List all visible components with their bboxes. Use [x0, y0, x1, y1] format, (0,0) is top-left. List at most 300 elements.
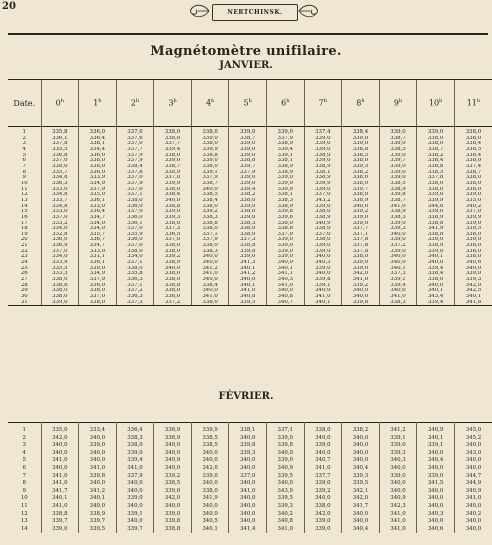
value-cell: 340,1: [191, 526, 229, 534]
hour-number: 6: [281, 98, 287, 108]
value-cell: 339,8: [229, 442, 267, 450]
value-cell: 338,4: [116, 164, 154, 170]
value-cell: 344,7: [454, 473, 492, 481]
value-cell: 337,1: [116, 192, 154, 198]
value-cell: 338,0: [454, 232, 492, 238]
value-cell: 337,0: [229, 473, 267, 481]
value-cell: 341,0: [116, 465, 154, 473]
value-cell: 340,0: [229, 511, 267, 519]
value-cell: 340,0: [304, 271, 342, 277]
value-cell: 340,0: [342, 450, 380, 458]
value-cell: 339,4: [417, 300, 455, 306]
value-cell: 338,0: [342, 158, 380, 164]
value-cell: 341,5: [417, 480, 455, 488]
value-cell: 340,9: [417, 423, 455, 435]
value-cell: 335,7: [79, 232, 117, 238]
value-cell: 338,0: [191, 164, 229, 170]
value-cell: 338,0: [191, 204, 229, 210]
value-cell: 344,8: [417, 204, 455, 210]
value-cell: 339,7: [116, 526, 154, 534]
hour-header-1: [79, 80, 117, 127]
value-cell: 339,9: [304, 181, 342, 187]
date-cell: 13: [20, 197, 28, 203]
value-cell: 342,5: [454, 288, 492, 294]
value-cell: 338,0: [342, 181, 380, 187]
value-cell: 340,9: [454, 488, 492, 496]
value-cell: 336,0: [116, 215, 154, 221]
value-cell: 336,0: [116, 204, 154, 210]
value-cell: 337,7: [304, 473, 342, 481]
value-cell: 339,0: [191, 473, 229, 481]
value-cell: 340,0: [154, 503, 192, 511]
value-cell: 338,0: [229, 209, 267, 215]
value-cell: 334,0: [79, 221, 117, 227]
value-cell: 338,2: [342, 423, 380, 435]
value-cell: 338,0: [41, 277, 79, 283]
value-cell: 339,0: [342, 141, 380, 147]
date-cell: 10: [20, 495, 28, 502]
value-cell: 340,0: [229, 495, 267, 503]
hour-number: 1: [93, 98, 99, 108]
hour-header-0: [41, 80, 79, 127]
value-cell: 340,0: [342, 518, 380, 526]
value-cell: 340,1: [417, 288, 455, 294]
hour-suffix: h: [398, 98, 403, 105]
page-title: Magnétomètre unifilaire.: [150, 44, 342, 59]
value-cell: 341,0: [304, 294, 342, 300]
value-cell: 339,8: [266, 215, 304, 221]
value-cell: 338,0: [116, 442, 154, 450]
value-cell: 340,0: [342, 442, 380, 450]
value-cell: 338,0: [41, 164, 79, 170]
value-cell: 337,3: [116, 300, 154, 306]
value-cell: 340,7: [266, 300, 304, 306]
value-cell: 340,0: [454, 442, 492, 450]
value-cell: 339,8: [266, 442, 304, 450]
value-cell: 345,0: [454, 423, 492, 435]
value-cell: 341,9: [417, 226, 455, 232]
value-cell: 340,1: [379, 266, 417, 272]
value-cell: 340,0: [229, 277, 267, 283]
value-cell: 338,0: [304, 423, 342, 435]
table-row: [8, 511, 492, 519]
value-cell: 339,0: [116, 495, 154, 503]
value-cell: 339,9: [454, 215, 492, 221]
value-cell: 336,1: [79, 260, 117, 266]
value-cell: 337,0: [116, 243, 154, 249]
hour-suffix: h: [135, 98, 140, 105]
value-cell: 339,0: [454, 237, 492, 243]
value-cell: 339,2: [304, 488, 342, 496]
value-cell: 341,0: [41, 480, 79, 488]
date-cell: 2: [22, 434, 26, 441]
value-cell: 337,9: [116, 158, 154, 164]
value-cell: 337,0: [41, 249, 79, 255]
value-cell: 340,0: [79, 450, 117, 458]
value-cell: 338,0: [191, 243, 229, 249]
value-cell: 339,0: [379, 141, 417, 147]
date-cell: 31: [8, 300, 41, 306]
value-cell: 339,4: [379, 283, 417, 289]
value-cell: 338,7: [229, 136, 267, 142]
value-cell: 339,0: [154, 488, 192, 496]
value-cell: 340,0: [454, 457, 492, 465]
value-cell: 339,0: [266, 237, 304, 243]
value-cell: 338,4: [454, 153, 492, 159]
value-cell: 338,4: [191, 283, 229, 289]
value-cell: 335,8: [116, 271, 154, 277]
value-cell: 340,0: [454, 266, 492, 272]
value-cell: 341,0: [379, 511, 417, 519]
value-cell: 339,0: [154, 511, 192, 519]
value-cell: 339,0: [154, 158, 192, 164]
value-cell: 339,0: [417, 127, 455, 136]
value-cell: 336,0: [116, 237, 154, 243]
value-cell: 342,0: [41, 435, 79, 443]
value-cell: 341,0: [379, 294, 417, 300]
value-cell: 338,0: [79, 288, 117, 294]
value-cell: 336,0: [79, 127, 117, 136]
value-cell: 338,0: [229, 232, 267, 238]
value-cell: 340,0: [266, 260, 304, 266]
value-cell: 336,1: [79, 198, 117, 204]
value-cell: 338,0: [116, 266, 154, 272]
value-cell: 339,0: [379, 442, 417, 450]
value-cell: 340,0: [154, 442, 192, 450]
value-cell: 338,0: [417, 141, 455, 147]
value-cell: 340,1: [304, 300, 342, 306]
value-cell: 336,0: [41, 237, 79, 243]
hour-suffix: h: [361, 98, 365, 105]
value-cell: 338,4: [417, 271, 455, 277]
value-cell: 334,0: [116, 254, 154, 260]
value-cell: 341,0: [342, 277, 380, 283]
value-cell: 341,0: [191, 294, 229, 300]
table-row: [8, 442, 492, 450]
value-cell: 339,4: [154, 147, 192, 153]
value-cell: 340,0: [417, 495, 455, 503]
value-cell: 338,3: [266, 198, 304, 204]
value-cell: 340,0: [79, 457, 117, 465]
value-cell: 334,8: [41, 204, 79, 210]
value-cell: 338,0: [417, 277, 455, 283]
value-cell: 340,0: [379, 288, 417, 294]
value-cell: 340,4: [417, 457, 455, 465]
value-cell: 340,0: [454, 465, 492, 473]
value-cell: 338,1: [266, 158, 304, 164]
value-cell: 340,0: [304, 435, 342, 443]
value-cell: 341,7: [342, 503, 380, 511]
date-cell: 9: [22, 175, 26, 181]
value-cell: 339,0: [266, 243, 304, 249]
value-cell: 340,0: [304, 495, 342, 503]
date-cell: 16: [20, 214, 28, 220]
value-cell: 339,0: [191, 158, 229, 164]
value-cell: 340,0: [191, 277, 229, 283]
hour-header-6: [266, 80, 304, 127]
hour-number: 4: [205, 98, 212, 108]
table-row: [8, 488, 492, 496]
value-cell: 336,0: [79, 170, 117, 176]
value-cell: 337,7: [154, 141, 192, 147]
value-cell: 339,0: [266, 457, 304, 465]
value-cell: 339,7: [79, 518, 117, 526]
value-cell: 340,0: [454, 518, 492, 526]
value-cell: 340,1: [417, 254, 455, 260]
value-cell: 341,0: [41, 457, 79, 465]
value-cell: 342,1: [342, 488, 380, 496]
value-cell: 333,9: [41, 260, 79, 266]
value-cell: 340,3: [379, 457, 417, 465]
value-cell: 340,0: [154, 198, 192, 204]
value-cell: 341,0: [379, 526, 417, 534]
janvier-table: [8, 79, 492, 306]
value-cell: 340,9: [266, 465, 304, 473]
value-cell: 341,0: [41, 473, 79, 481]
right-ornament-icon: [298, 2, 320, 20]
value-cell: 339,0: [379, 237, 417, 243]
value-cell: 341,9: [191, 495, 229, 503]
value-cell: 339,4: [229, 187, 267, 193]
date-cell: 8: [22, 169, 26, 175]
value-cell: 338,0: [154, 221, 192, 227]
value-cell: 340,1: [266, 266, 304, 272]
value-cell: 338,4: [191, 198, 229, 204]
value-cell: 343,9: [266, 488, 304, 496]
value-cell: 340,0: [266, 450, 304, 458]
value-cell: 337,7: [342, 226, 380, 232]
value-cell: 338,0: [229, 198, 267, 204]
value-cell: 341,0: [266, 283, 304, 289]
value-cell: 338,9: [79, 511, 117, 519]
date-cell: 8: [22, 480, 26, 487]
value-cell: 335,0: [41, 423, 79, 435]
value-cell: 340,1: [79, 495, 117, 503]
value-cell: 336,1: [41, 136, 79, 142]
value-cell: 339,0: [454, 221, 492, 227]
value-cell: 340,0: [79, 480, 117, 488]
value-cell: 338,0: [342, 192, 380, 198]
value-cell: 338,0: [417, 136, 455, 142]
value-cell: 340,0: [191, 450, 229, 458]
value-cell: 339,3: [154, 215, 192, 221]
value-cell: 338,3: [191, 215, 229, 221]
value-cell: 344,9: [454, 480, 492, 488]
value-cell: 338,3: [116, 435, 154, 443]
date-cell: 19: [20, 231, 28, 237]
value-cell: 338,0: [454, 243, 492, 249]
value-cell: 340,0: [266, 288, 304, 294]
value-cell: 338,0: [41, 294, 79, 300]
value-cell: 340,0: [191, 480, 229, 488]
value-cell: 340,0: [342, 511, 380, 519]
value-cell: 340,0: [229, 435, 267, 443]
value-cell: 339,2: [342, 209, 380, 215]
hour-header-2: [116, 80, 154, 127]
value-cell: 340,4: [342, 465, 380, 473]
hour-suffix: h: [211, 98, 215, 105]
value-cell: 338,2: [229, 192, 267, 198]
value-cell: 334,7: [79, 215, 117, 221]
value-cell: 338,0: [154, 136, 192, 142]
value-cell: 339,5: [266, 495, 304, 503]
date-cell: 10: [20, 180, 28, 186]
value-cell: 339,0: [229, 141, 267, 147]
value-cell: 340,2: [266, 511, 304, 519]
value-cell: 337,0: [116, 127, 154, 136]
value-cell: 333,3: [41, 271, 79, 277]
value-cell: 341,0: [379, 204, 417, 210]
value-cell: 341,2: [229, 271, 267, 277]
value-cell: 339,7: [229, 164, 267, 170]
value-cell: 338,9: [342, 198, 380, 204]
value-cell: 341,3: [229, 260, 267, 266]
value-cell: 339,0: [79, 442, 117, 450]
value-cell: 337,0: [41, 158, 79, 164]
value-cell: 338,7: [417, 147, 455, 153]
value-cell: 339,0: [304, 136, 342, 142]
value-cell: 338,2: [417, 153, 455, 159]
date-cell: 11: [20, 186, 28, 192]
value-cell: 339,8: [379, 192, 417, 198]
running-title: NERTCHINSK.: [227, 9, 283, 16]
hour-number: 9: [393, 98, 399, 108]
value-cell: 337,4: [304, 127, 342, 136]
value-cell: 340,0: [191, 260, 229, 266]
value-cell: 338,0: [304, 503, 342, 511]
value-cell: 341,0: [266, 526, 304, 534]
value-cell: 340,0: [229, 480, 267, 488]
value-cell: 339,0: [342, 215, 380, 221]
value-cell: 338,0: [154, 243, 192, 249]
value-cell: 339,0: [266, 127, 304, 136]
value-cell: 340,0: [229, 465, 267, 473]
value-cell: 336,0: [79, 283, 117, 289]
value-cell: 339,2: [154, 254, 192, 260]
value-cell: 339,1: [379, 435, 417, 443]
date-cell: 3: [22, 442, 26, 449]
value-cell: 338,0: [154, 127, 192, 136]
value-cell: 340,0: [191, 511, 229, 519]
value-cell: 334,0: [41, 254, 79, 260]
value-cell: 337,8: [41, 141, 79, 147]
value-cell: 334,9: [79, 271, 117, 277]
value-cell: 340,1: [229, 283, 267, 289]
value-cell: 339,0: [304, 249, 342, 255]
left-ornament-icon: [188, 2, 210, 20]
value-cell: 339,0: [229, 175, 267, 181]
value-cell: 341,4: [229, 526, 267, 534]
value-cell: 340,0: [379, 480, 417, 488]
value-cell: 338,0: [154, 187, 192, 193]
date-cell: 3: [22, 141, 26, 147]
value-cell: 340,0: [229, 503, 267, 511]
value-cell: 338,9: [266, 170, 304, 176]
value-cell: 338,7: [191, 181, 229, 187]
value-cell: 338,4: [154, 192, 192, 198]
value-cell: 339,0: [379, 170, 417, 176]
value-cell: 338,3: [191, 249, 229, 255]
value-cell: 333,7: [41, 198, 79, 204]
value-cell: 334,8: [41, 175, 79, 181]
value-cell: 340,8: [266, 518, 304, 526]
value-cell: 333,0: [41, 187, 79, 193]
value-cell: 340,0: [342, 435, 380, 443]
value-cell: 340,8: [266, 294, 304, 300]
value-cell: 340,0: [154, 465, 192, 473]
value-cell: 339,3: [342, 473, 380, 481]
value-cell: 339,5: [229, 300, 267, 306]
value-cell: 339,9: [266, 181, 304, 187]
value-cell: 341,8: [454, 300, 492, 306]
value-cell: 339,0: [266, 249, 304, 255]
value-cell: 339,1: [116, 511, 154, 519]
value-cell: 339,0: [342, 136, 380, 142]
value-cell: 339,0: [191, 136, 229, 142]
value-cell: 340,0: [342, 204, 380, 210]
value-cell: 338,8: [417, 232, 455, 238]
value-cell: 338,8: [417, 221, 455, 227]
value-cell: 341,2: [379, 423, 417, 435]
table-row: [8, 127, 492, 136]
value-cell: 337,9: [116, 473, 154, 481]
value-cell: 339,0: [454, 192, 492, 198]
table-row: [8, 435, 492, 443]
value-cell: 339,0: [417, 192, 455, 198]
value-cell: 339,8: [154, 518, 192, 526]
value-cell: 338,5: [342, 153, 380, 159]
value-cell: 335,0: [454, 198, 492, 204]
value-cell: 339,3: [229, 450, 267, 458]
value-cell: 339,0: [342, 260, 380, 266]
value-cell: 338,0: [79, 164, 117, 170]
value-cell: 338,3: [379, 215, 417, 221]
value-cell: 339,2: [154, 473, 192, 481]
value-cell: 341,0: [304, 465, 342, 473]
value-cell: 339,0: [229, 153, 267, 159]
value-cell: 339,9: [417, 198, 455, 204]
month-heading-janvier: JANVIER.: [219, 60, 273, 71]
value-cell: 342,3: [379, 503, 417, 511]
value-cell: 336,9: [41, 243, 79, 249]
value-cell: 338,8: [229, 243, 267, 249]
date-cell: 13: [20, 518, 28, 525]
value-cell: 339,0: [41, 300, 79, 306]
running-title-box: [212, 4, 298, 21]
value-cell: 338,0: [79, 158, 117, 164]
value-cell: 337,8: [417, 175, 455, 181]
value-cell: 338,7: [454, 170, 492, 176]
value-cell: 338,9: [154, 170, 192, 176]
value-cell: 339,0: [266, 254, 304, 260]
value-cell: 338,9: [379, 209, 417, 215]
value-cell: 339,0: [379, 175, 417, 181]
value-cell: 339,0: [304, 204, 342, 210]
value-cell: 341,2: [191, 266, 229, 272]
value-cell: 341,0: [229, 288, 267, 294]
date-cell: 4: [22, 146, 26, 152]
value-cell: 335,5: [41, 266, 79, 272]
value-cell: 336,5: [154, 232, 192, 238]
value-cell: 340,0: [154, 450, 192, 458]
value-cell: 338,8: [266, 226, 304, 232]
hour-suffix: h: [439, 98, 443, 105]
value-cell: 337,6: [116, 136, 154, 142]
value-cell: 338,0: [304, 226, 342, 232]
value-cell: 340,9: [304, 221, 342, 227]
value-cell: 338,0: [191, 141, 229, 147]
value-cell: 336,0: [79, 153, 117, 159]
